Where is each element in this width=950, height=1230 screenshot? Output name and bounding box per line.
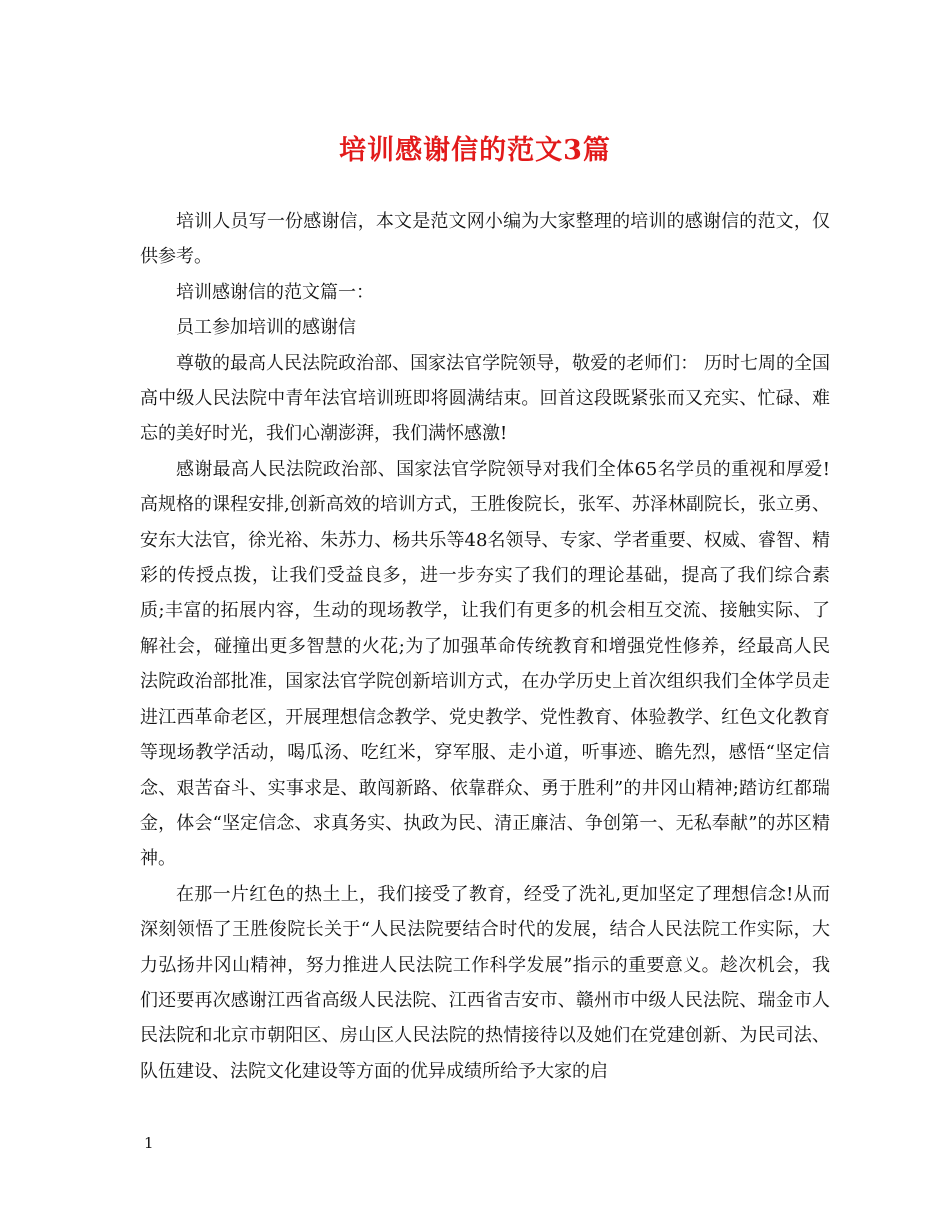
paragraph-intro: 培训人员写一份感谢信，本文是范文网小编为大家整理的培训的感谢信的范文，仅供参考。 [140, 211, 830, 268]
paragraph-section-heading: 培训感谢信的范文篇一： [176, 281, 374, 303]
paragraph-salutation: 尊敬的最高人民法院政治部、国家法官学院领导，敬爱的老师们： 历时七周的全国高中级人民法院中青年法官培训班即将圆满结束。回首这段既紧张而又充实、忙碌、难忘的美好时光，我们心潮澎湃，我们满怀感激! [140, 352, 830, 445]
paragraph-thanks: 感谢最高人民法院政治部、国家法官学院领导对我们全体65名学员的重视和厚爱!高规格的课程安排,创新高效的培训方式，王胜俊院长，张军、苏泽林副院长，张立勇、安东大法官，徐光裕、朱苏力、杨共乐等48名领导、专家、学者重要、权威、睿智、精彩的传授点拨，让我们受益良多，进一步夯实了我们的理论基础，提高了我们综合素质;丰富的拓展内容，生动的现场教学，让我们有更多的机会相互交流、接触实际、了解社会，碰撞出更多智慧的火花;为了加强革命传统教育和增强党性修养，经最高人民法院政治部批准，国家法官学院创新培训方式，在办学历史上首次组织我们全体学员走进江西革命老区，开展理想信念教学、党史教学、党性教育、体验教学、红色文化教育等现场教学活动，喝瓜汤、吃红米，穿军服、走小道，听事迹、瞻先烈，感悟“坚定信念、艰苦奋斗、实事求是、敢闯新路、依靠群众、勇于胜利”的井冈山精神;踏访红都瑞金，体会“坚定信念、求真务实、执政为民、清正廉洁、争创第一、无私奉献”的苏区精神。 [140, 458, 830, 870]
document-body [140, 204, 830, 1089]
paragraph-red-land: 在那一片红色的热土上，我们接受了教育，经受了洗礼,更加坚定了理想信念!从而深刻领悟了王胜俊院长关于“人民法院要结合时代的发展，结合人民法院工作实际，大力弘扬井冈山精神，努力推进人民法院工作科学发展”指示的重要意义。趁次机会，我们还要再次感谢江西省高级人民法院、江西省吉安市、赣州市中级人民法院、瑞金市人民法院和北京市朝阳区、房山区人民法院的热情接待以及她们在党建创新、为民司法、队伍建设、法院文化建设等方面的优异成绩所给予大家的启 [140, 883, 830, 1082]
paragraph-letter-title: 员工参加培训的感谢信 [176, 317, 356, 339]
document-title: 培训感谢信的范文3篇 [339, 135, 611, 166]
page-number: 1 [144, 1134, 154, 1152]
